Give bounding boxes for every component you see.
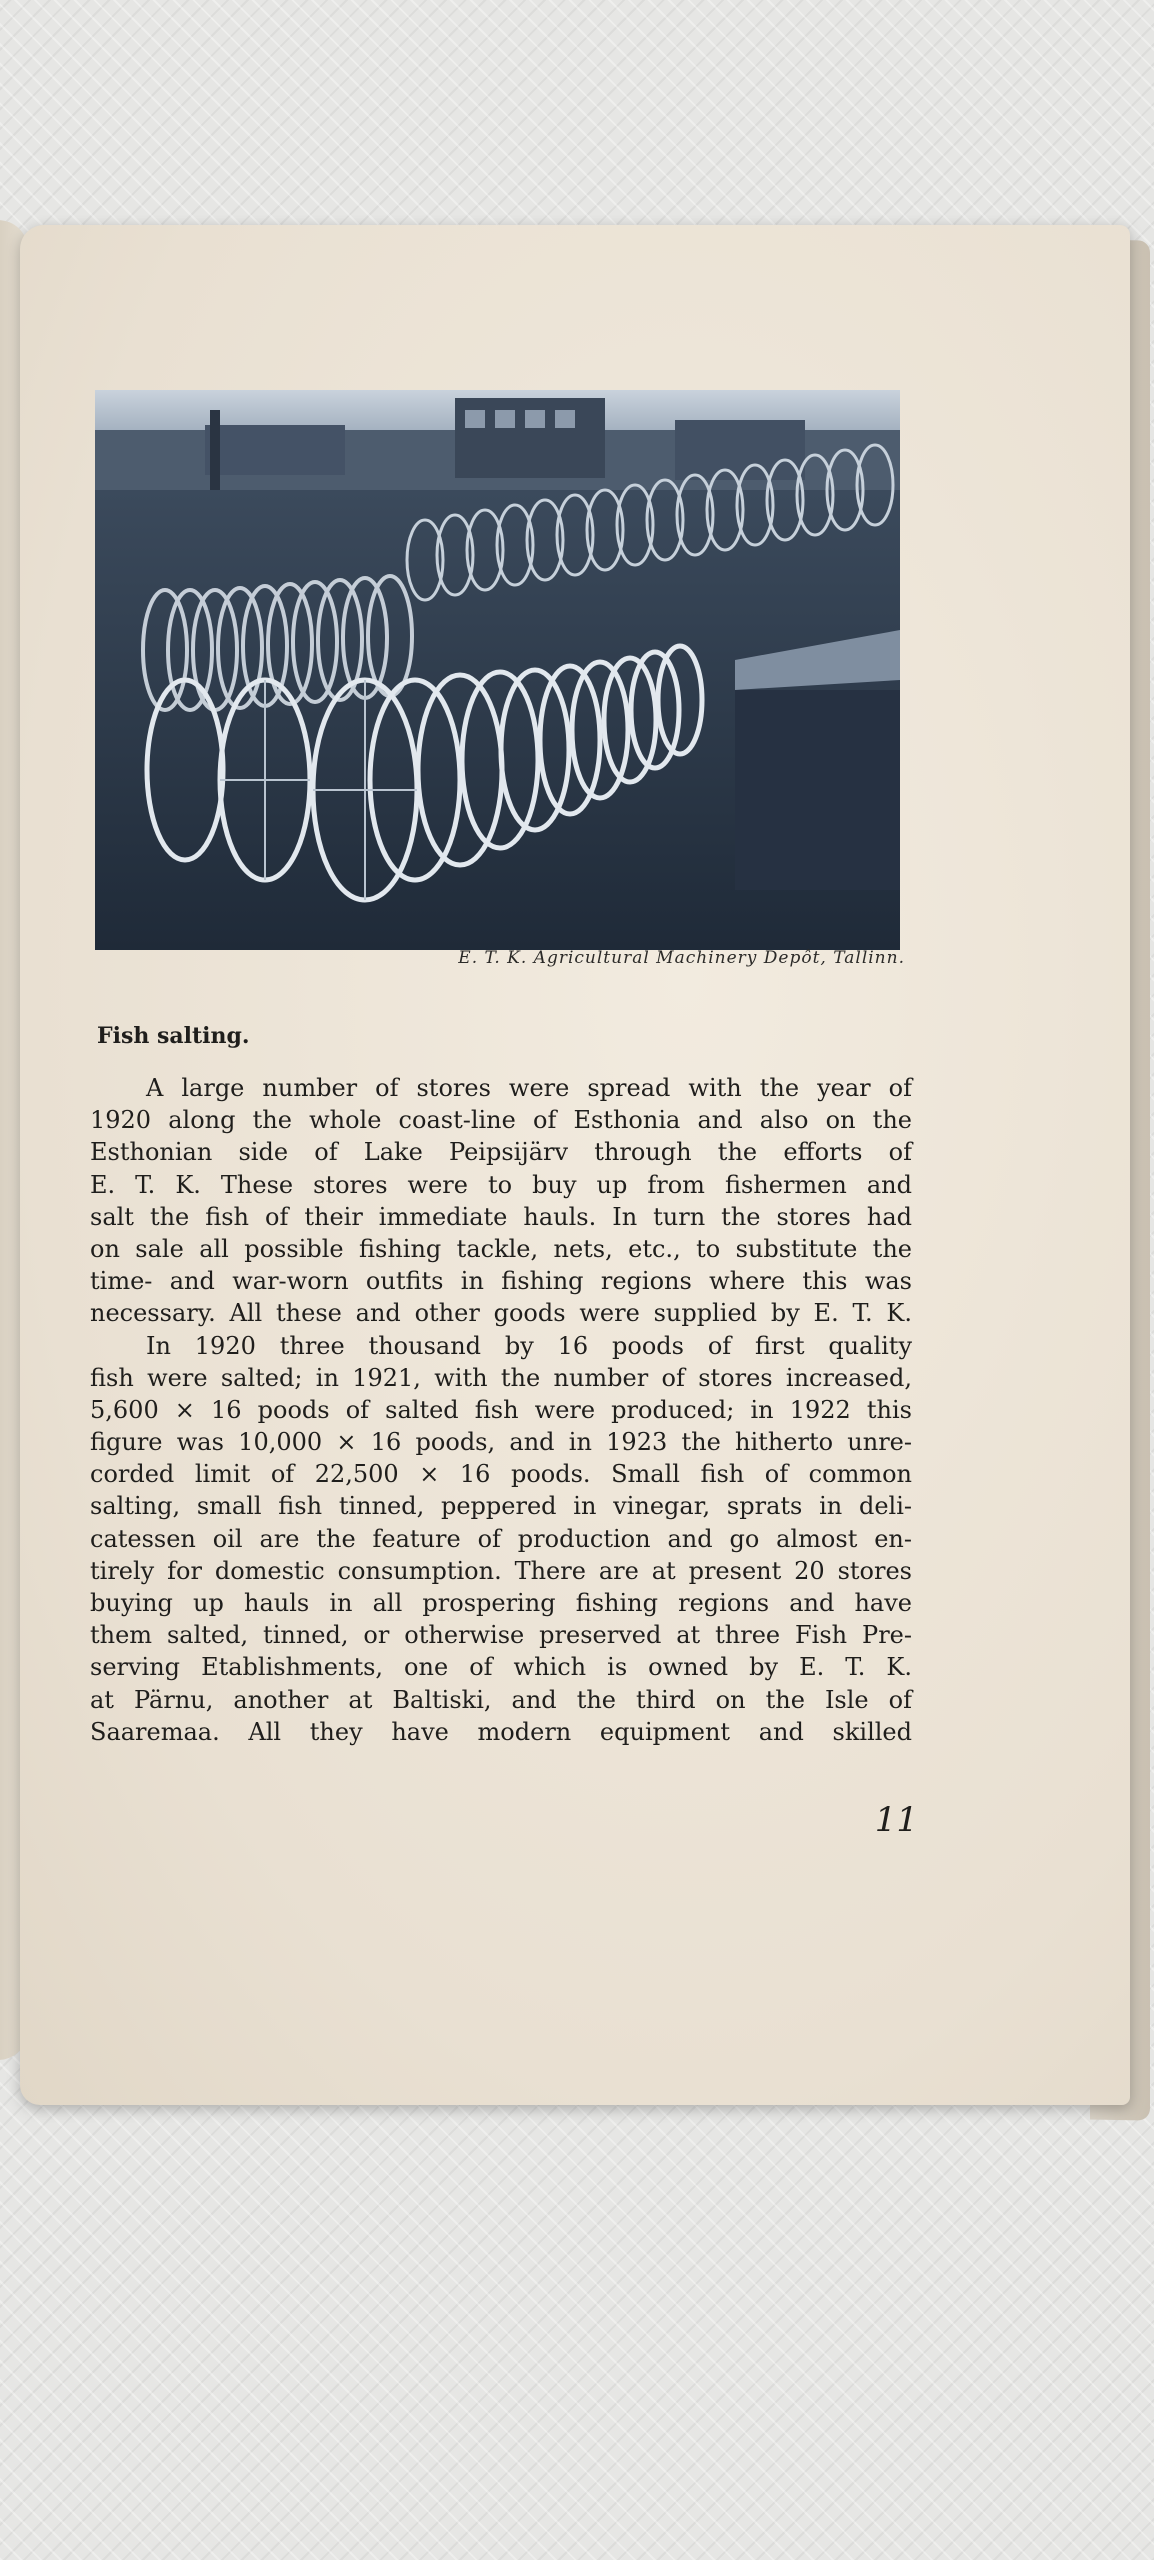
text-line: tirely for domestic consumption. There are at present 20 stores xyxy=(90,1556,912,1585)
text-line: salting, small fish tinned, peppered in vinegar, sprats in deli- xyxy=(90,1492,912,1521)
text-line: salt the fish of their immediate hauls. In turn the stores had xyxy=(90,1202,912,1231)
page-number: 11 xyxy=(874,1800,918,1840)
text-line: on sale all possible fishing tackle, nets, etc., to substitute the xyxy=(90,1234,912,1263)
body-text xyxy=(90,1072,912,1748)
text-line: serving Etablishments, one of which is owned by E. T. K. xyxy=(90,1653,912,1682)
text-line: Saaremaa. All they have modern equipment and skilled xyxy=(90,1717,912,1746)
text-line: 5,600 × 16 poods of salted fish were produced; in 1922 this xyxy=(90,1395,912,1424)
text-line: them salted, tinned, or otherwise preserved at three Fish Pre- xyxy=(90,1621,912,1650)
photo-illustration xyxy=(95,390,900,950)
section-heading: Fish salting. xyxy=(97,1023,250,1049)
text-line: catessen oil are the feature of production and go almost en- xyxy=(90,1524,912,1553)
text-line: necessary. All these and other goods were supplied by E. T. K. xyxy=(90,1299,912,1328)
text-line: corded limit of 22,500 × 16 poods. Small fish of common xyxy=(90,1460,912,1489)
text-line: buying up hauls in all prospering fishing regions and have xyxy=(90,1589,912,1617)
text-line: fish were salted; in 1921, with the number of stores increased, xyxy=(90,1363,912,1392)
text-line: In 1920 three thousand by 16 poods of first quality xyxy=(146,1331,912,1360)
photo-machinery-depot xyxy=(95,390,900,950)
text-line: at Pärnu, another at Baltiski, and the third on the Isle of xyxy=(90,1685,912,1714)
text-line: 1920 along the whole coast-line of Esthonia and also on the xyxy=(90,1106,912,1135)
text-line: E. T. K. These stores were to buy up from fishermen and xyxy=(90,1170,912,1199)
text-line: A large number of stores were spread with the year of xyxy=(146,1074,912,1102)
photo-caption: E. T. K. Agricultural Machinery Depôt, Tallinn. xyxy=(458,948,905,968)
text-line: time- and war-worn outfits in fishing regions where this was xyxy=(90,1267,912,1296)
text-line: Esthonian side of Lake Peipsijärv through the efforts of xyxy=(90,1138,912,1167)
text-line: figure was 10,000 × 16 poods, and in 1923 the hitherto unre- xyxy=(90,1428,912,1457)
